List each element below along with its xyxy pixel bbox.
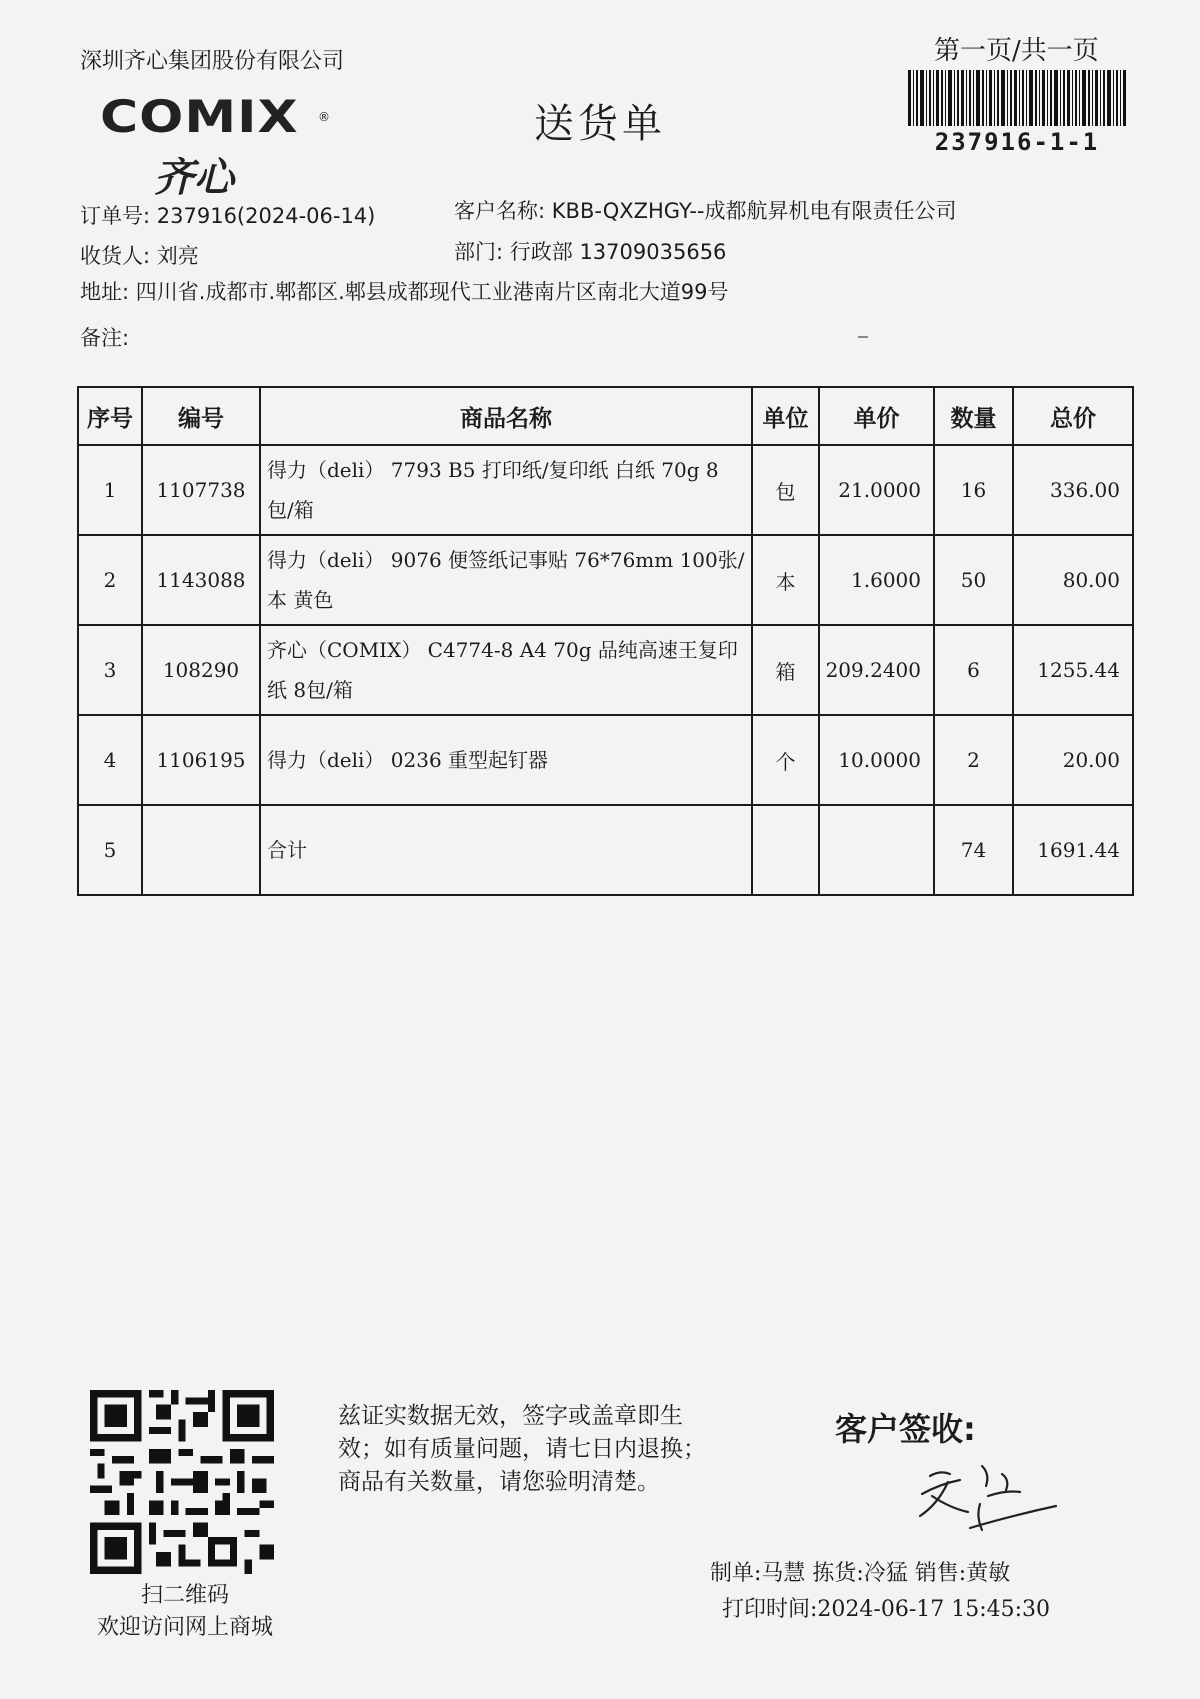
- cell-total: 1255.44: [1013, 625, 1133, 715]
- address-label: 地址:: [80, 280, 130, 304]
- table-row: [78, 535, 1133, 625]
- logo-text-en: COMIX: [100, 92, 299, 143]
- cell-unit: [752, 805, 819, 895]
- cell-total: 80.00: [1013, 535, 1133, 625]
- cell-unit: 箱: [752, 625, 819, 715]
- receiver-field: [80, 240, 199, 270]
- notice-line: 效；如有质量问题，请七日内退换；: [338, 1436, 706, 1462]
- cell-code: [142, 805, 260, 895]
- cell-price: 21.0000: [819, 445, 934, 535]
- order-number-field: [80, 200, 375, 230]
- cell-code: 1143088: [142, 535, 260, 625]
- department-field: [454, 236, 726, 266]
- table-row: [78, 445, 1133, 535]
- customer-label: 客户名称:: [454, 199, 546, 223]
- cell-price: [819, 805, 934, 895]
- header-name: 商品名称: [260, 387, 752, 445]
- notice-text: [338, 1400, 758, 1499]
- cell-qty: 2: [934, 715, 1013, 805]
- print-time: 打印时间:2024-06-17 15:45:30: [722, 1597, 1051, 1622]
- qr-caption-welcome: 欢迎访问网上商城: [96, 1615, 273, 1640]
- cell-price: 10.0000: [819, 715, 934, 805]
- items-table: [77, 386, 1134, 896]
- cell-price: 1.6000: [819, 535, 934, 625]
- cell-unit: 个: [752, 715, 819, 805]
- table-total-row: [78, 805, 1133, 895]
- registered-mark-icon: ®: [318, 110, 330, 124]
- cell-seq: 4: [78, 715, 142, 805]
- notice-line: 兹证实数据无效，签字或盖章即生: [338, 1403, 683, 1429]
- document-title: 送货单: [534, 101, 666, 147]
- order-label: 订单号:: [80, 204, 151, 228]
- address-value: 四川省.成都市.郫都区.郫县成都现代工业港南片区南北大道99号: [135, 280, 729, 304]
- logo-text-zh: 齐心: [154, 155, 234, 201]
- cell-seq: 5: [78, 805, 142, 895]
- cell-unit: 本: [752, 535, 819, 625]
- header-price: 单价: [819, 387, 934, 445]
- cell-name: 得力（deli） 7793 B5 打印纸/复印纸 白纸 70g 8包/箱: [260, 445, 752, 535]
- dept-value: 行政部 13709035656: [509, 240, 727, 264]
- cell-name: 得力（deli） 9076 便签纸记事贴 76*76mm 100张/本 黄色: [260, 535, 752, 625]
- receiver-value: 刘亮: [156, 244, 199, 268]
- table-header-row: [78, 387, 1133, 445]
- order-value: 237916(2024-06-14): [156, 204, 376, 228]
- header-qty: 数量: [934, 387, 1013, 445]
- remark-label: 备注:: [80, 326, 130, 350]
- handwritten-signature: [910, 1446, 1060, 1536]
- cell-seq: 2: [78, 535, 142, 625]
- cell-total: 20.00: [1013, 715, 1133, 805]
- receiver-label: 收货人:: [80, 244, 151, 268]
- address-field: [80, 276, 729, 306]
- company-name: 深圳齐心集团股份有限公司: [80, 49, 345, 74]
- cell-name: 得力（deli） 0236 重型起钉器: [260, 715, 752, 805]
- staff-info: 制单:马慧 拣货:冷猛 销售:黄敏: [710, 1561, 1011, 1586]
- customer-value: KBB-QXZHGY--成都航昇机电有限责任公司: [551, 199, 957, 223]
- page-info: 第一页/共一页: [934, 36, 1099, 66]
- cell-qty: 16: [934, 445, 1013, 535]
- table-row: [78, 715, 1133, 805]
- header-total: 总价: [1013, 387, 1133, 445]
- cell-name: 合计: [260, 805, 752, 895]
- cell-unit: 包: [752, 445, 819, 535]
- cell-seq: 1: [78, 445, 142, 535]
- cell-total: 336.00: [1013, 445, 1133, 535]
- qr-caption-scan: 扫二维码: [140, 1583, 229, 1608]
- notice-line: 商品有关数量，请您验明清楚。: [338, 1469, 660, 1495]
- dept-label: 部门:: [454, 240, 504, 264]
- paper-mark: [858, 336, 868, 338]
- cell-code: 1107738: [142, 445, 260, 535]
- customer-sign-label: 客户签收:: [835, 1410, 976, 1448]
- cell-total: 1691.44: [1013, 805, 1133, 895]
- cell-name: 齐心（COMIX） C4774-8 A4 70g 品纯高速王复印纸 8包/箱: [260, 625, 752, 715]
- barcode: [908, 70, 1126, 126]
- comix-logo: [100, 92, 330, 201]
- barcode-number: 237916-1-1: [934, 128, 1100, 156]
- qr-code-icon: [90, 1390, 274, 1574]
- cell-code: 1106195: [142, 715, 260, 805]
- cell-price: 209.2400: [819, 625, 934, 715]
- header-code: 编号: [142, 387, 260, 445]
- cell-qty: 50: [934, 535, 1013, 625]
- cell-seq: 3: [78, 625, 142, 715]
- header-unit: 单位: [752, 387, 819, 445]
- cell-qty: 6: [934, 625, 1013, 715]
- cell-code: 108290: [142, 625, 260, 715]
- header-seq: 序号: [78, 387, 142, 445]
- remark-field: [80, 322, 129, 352]
- customer-name-field: [454, 195, 957, 225]
- table-row: [78, 625, 1133, 715]
- cell-qty: 74: [934, 805, 1013, 895]
